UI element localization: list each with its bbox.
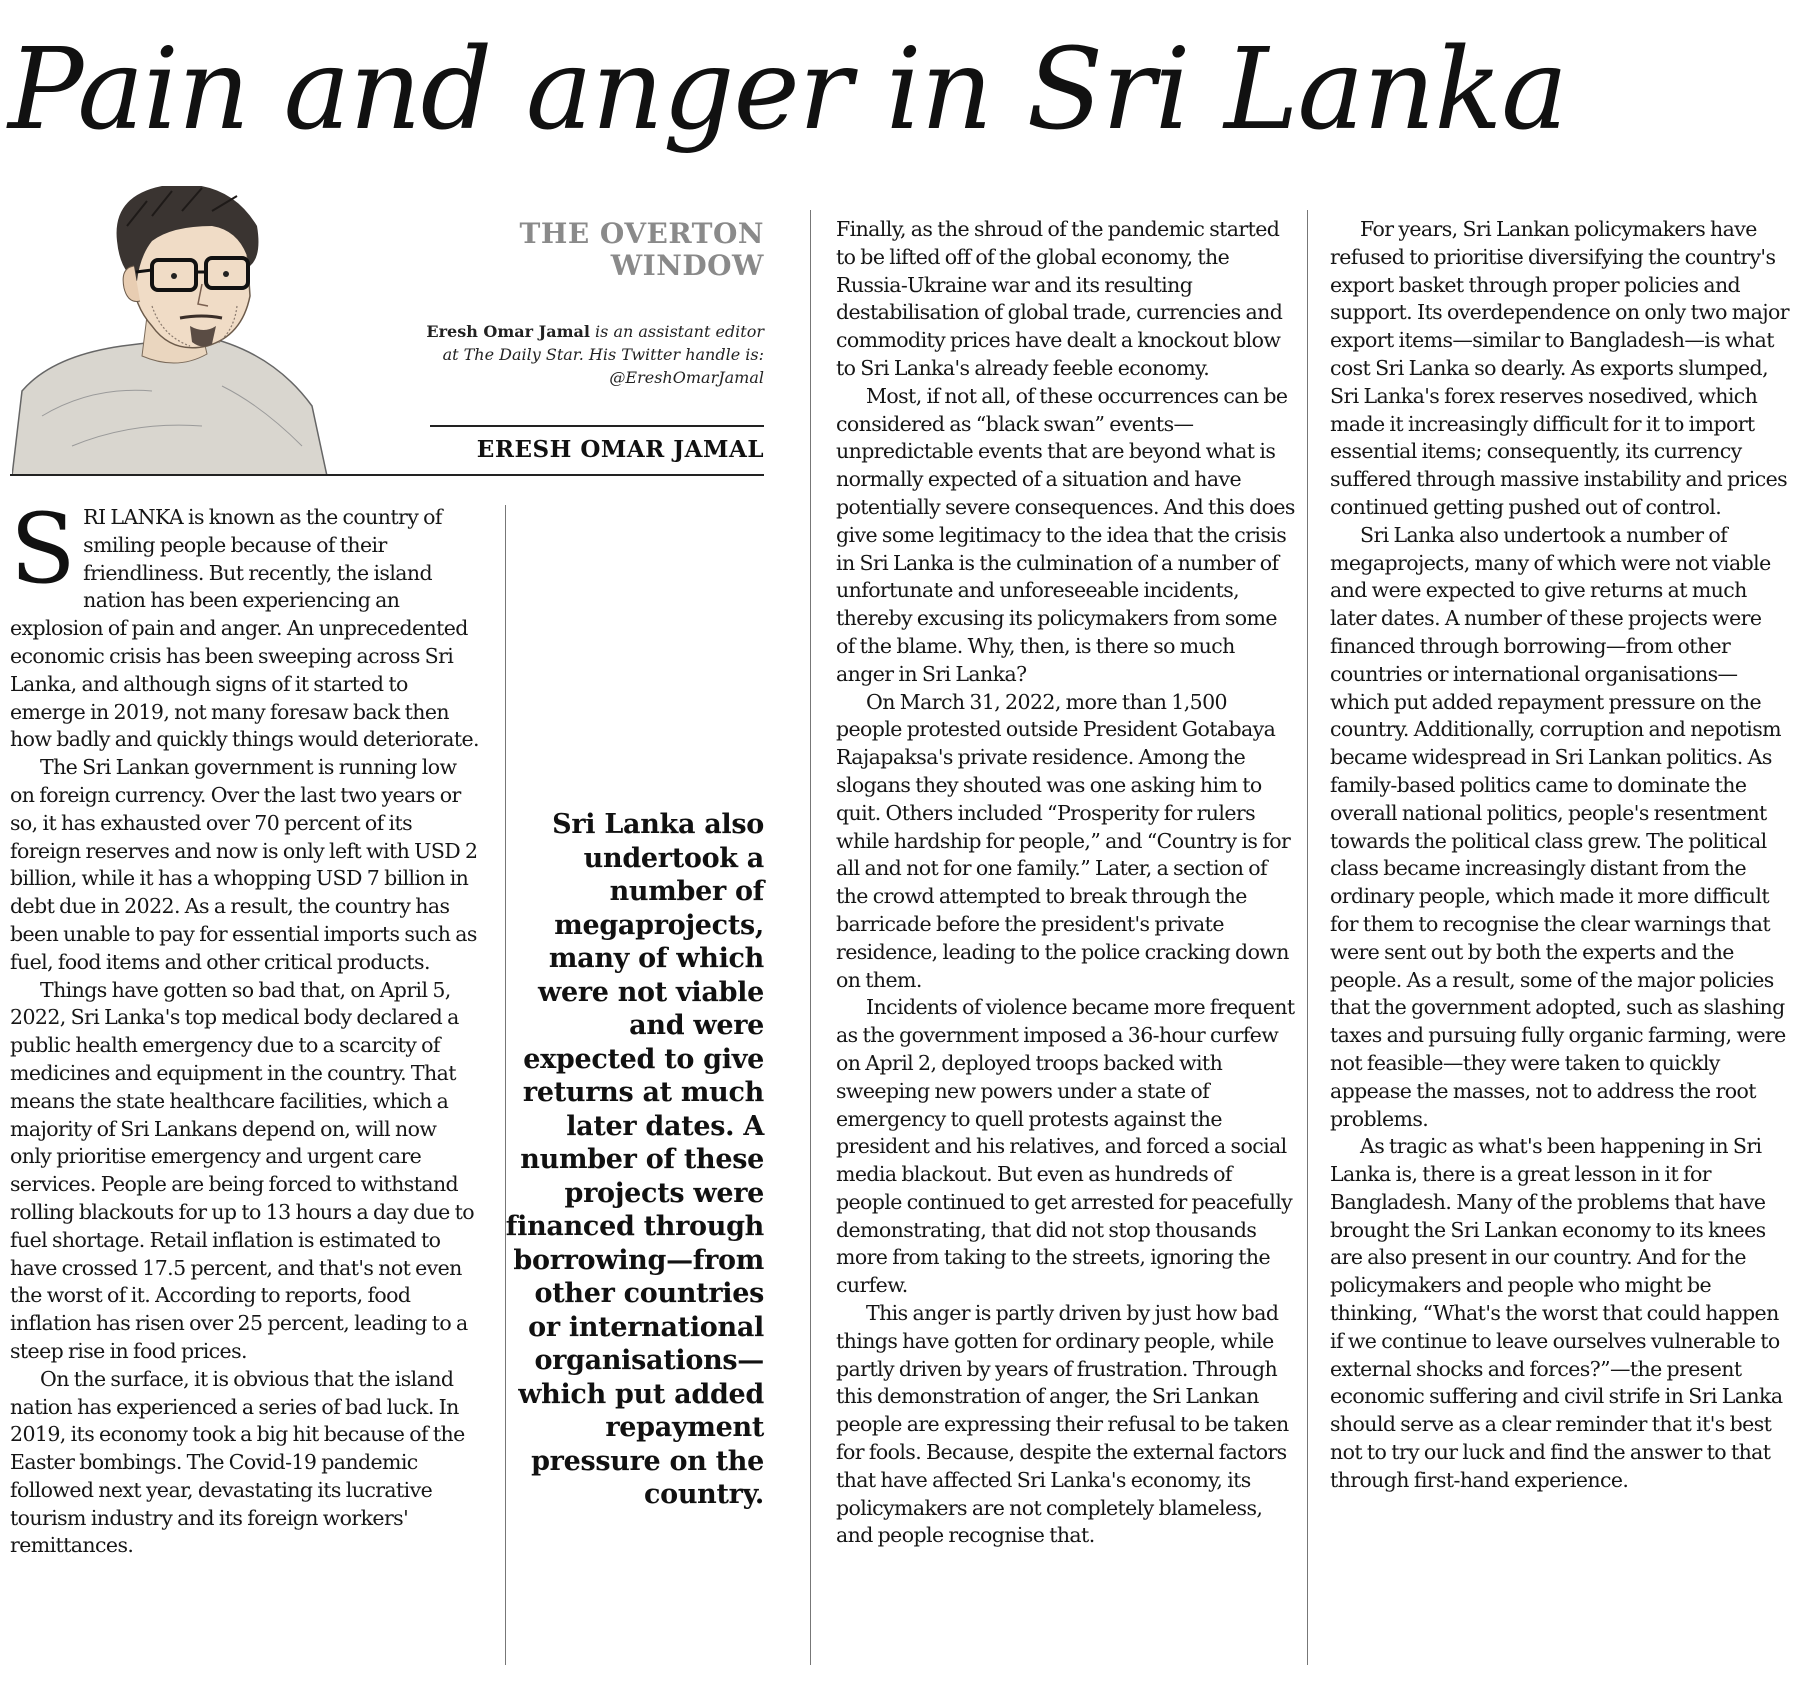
- column-kicker: THE OVERTON WINDOW: [519, 217, 764, 282]
- column-divider-3: [1307, 210, 1308, 1665]
- article-column-3: [1330, 216, 1792, 1495]
- article-paragraph: Finally, as the shroud of the pandemic started to be lifted off of the global economy, the Russia-Ukraine war and its resulting destabilisation of global trade, currencies and commodity prices have dealt a knockout blow to Sri Lanka's already feeble economy.: [836, 217, 1283, 380]
- header-rule: [10, 474, 764, 476]
- author-bio-text: is an assistant editor at The Daily Star. His Twitter handle is: @EreshOmarJamal: [442, 322, 764, 387]
- pull-quote: Sri Lanka also undertook a number of megaprojects, many of which were not viable and were expected to give returns at much later dates. A number of these projects were financed through borrowing—from other countries or international organisations—which put added repayment pressure on the country.: [505, 809, 764, 1510]
- article-paragraph-text: RI LANKA is known as the country of smiling people because of their friendliness. But recently, the island nation has been experiencing an explosion of pain and anger. An unprecedented economic crisis has been sweeping across Sri Lanka, and although signs of it started to emerge in 2019, not many foresaw back then how badly and quickly things would deteriorate.: [10, 505, 479, 752]
- article-paragraph: On the surface, it is obvious that the island nation has experienced a series of bad luck. In 2019, its economy took a big hit because of the Easter bombings. The Covid-19 pandemic followed next year, devastating its lucrative tourism industry and its foreign workers' remittances.: [10, 1366, 465, 1558]
- article-paragraph: This anger is partly driven by just how bad things have gotten for ordinary people, while partly driven by years of frustration. Through this demonstration of anger, the Sri Lankan people are expressing their refusal to be taken for fools. Because, despite the external factors that have affected Sri Lanka's economy, its policymakers are not completely blameless, and people recognise that.: [836, 1301, 1289, 1548]
- article-paragraph: [10, 493, 480, 754]
- article-column-2: [836, 216, 1296, 1550]
- author-portrait-illustration: [12, 186, 342, 476]
- headline: Pain and anger in Sri Lanka: [8, 25, 1568, 155]
- article-paragraph: Most, if not all, of these occurrences can be considered as “black swan” events—unpredictable events that are beyond what is normally expected of a situation and have potentially severe consequences. And this does give some legitimacy to the idea that the crisis in Sri Lanka is the culmination of a number of unfortunate and unforeseeable incidents, thereby excusing its policymakers from some of the blame. Why, then, is there so much anger in Sri Lanka?: [836, 383, 1295, 686]
- article-paragraph: On March 31, 2022, more than 1,500 people protested outside President Gotabaya Rajapaksa's private residence. Among the slogans they shouted was one asking him to quit. Others included “Prosperity for rulers while hardship for people,” and “Country is for all and not for one family.” Later, a section of the crowd attempted to break through the barricade before the president's private residence, leading to the police cracking down on them.: [836, 689, 1291, 992]
- article-paragraph: Sri Lanka also undertook a number of megaprojects, many of which were not viable and were expected to give returns at much later dates. A number of these projects were financed through borrowing—from other countries or international organisations—which put added repayment pressure on the country. Additionally, corruption and nepotism became widespread in Sri Lankan politics. As family-based politics came to dominate the overall national politics, people's resentment towards the political class grew. The political class became increasingly distant from the ordinary people, which made it more difficult for them to recognise the clear warnings that were sent out by both the experts and the people. As a result, some of the major policies that the government adopted, such as slashing taxes and pursuing fully organic farming, were not feasible—they were taken to quickly appease the masses, not to address the root problems.: [1330, 522, 1786, 1131]
- article-paragraph: As tragic as what's been happening in Sri Lanka is, there is a great lesson in it for Bangladesh. Many of the problems that have brought the Sri Lankan economy to its knees are also present in our country. And for the policymakers and people who might be thinking, “What's the worst that could happen if we continue to leave ourselves vulnerable to external shocks and forces?”—the present economic suffering and civil strife in Sri Lanka should serve as a clear reminder that it's best not to try our luck and find the answer to that through first-hand experience.: [1330, 1134, 1783, 1492]
- byline: ERESH OMAR JAMAL: [476, 436, 764, 463]
- author-bio: [420, 320, 764, 389]
- dropcap: S: [10, 493, 76, 605]
- article-paragraph: The Sri Lankan government is running low on foreign currency. Over the last two years or so, it has exhausted over 70 percent of its foreign reserves and now is only left with USD 2 billion, while it has a whopping USD 7 billion in debt due in 2022. As a result, the country has been unable to pay for essential imports such as fuel, food items and other critical products.: [10, 755, 478, 974]
- author-bio-name: Eresh Omar Jamal: [426, 322, 590, 341]
- article-paragraph: For years, Sri Lankan policymakers have refused to prioritise diversifying the country's export basket through proper policies and support. Its overdependence on only two major export items—similar to Bangladesh—is what cost Sri Lanka so dearly. As exports slumped, Sri Lanka's forex reserves nosedived, which made it increasingly difficult for it to import essential items; consequently, its currency suffered through massive instability and prices continued getting pushed out of control.: [1330, 217, 1789, 519]
- byline-rule: [430, 425, 764, 427]
- article-paragraph: Things have gotten so bad that, on April 5, 2022, Sri Lanka's top medical body declared a public health emergency due to a scarcity of medicines and equipment in the country. That means the state healthcare facilities, which a majority of Sri Lankans depend on, will now only prioritise emergency and urgent care services. People are being forced to withstand rolling blackouts for up to 13 hours a day due to fuel shortage. Retail inflation is estimated to have crossed 17.5 percent, and that's not even the worst of it. According to reports, food inflation has risen over 25 percent, leading to a steep rise in food prices.: [10, 977, 474, 1363]
- column-divider-2: [810, 210, 811, 1665]
- article-paragraph: Incidents of violence became more frequent as the government imposed a 36-hour curfew on April 2, deployed troops backed with sweeping new powers under a state of emergency to quell protests against the president and his relatives, and forced a social media blackout. But even as hundreds of people continued to get arrested for peacefully demonstrating, that did not stop thousands more from taking to the streets, ignoring the curfew.: [836, 995, 1295, 1298]
- article-column-1: [10, 493, 480, 1560]
